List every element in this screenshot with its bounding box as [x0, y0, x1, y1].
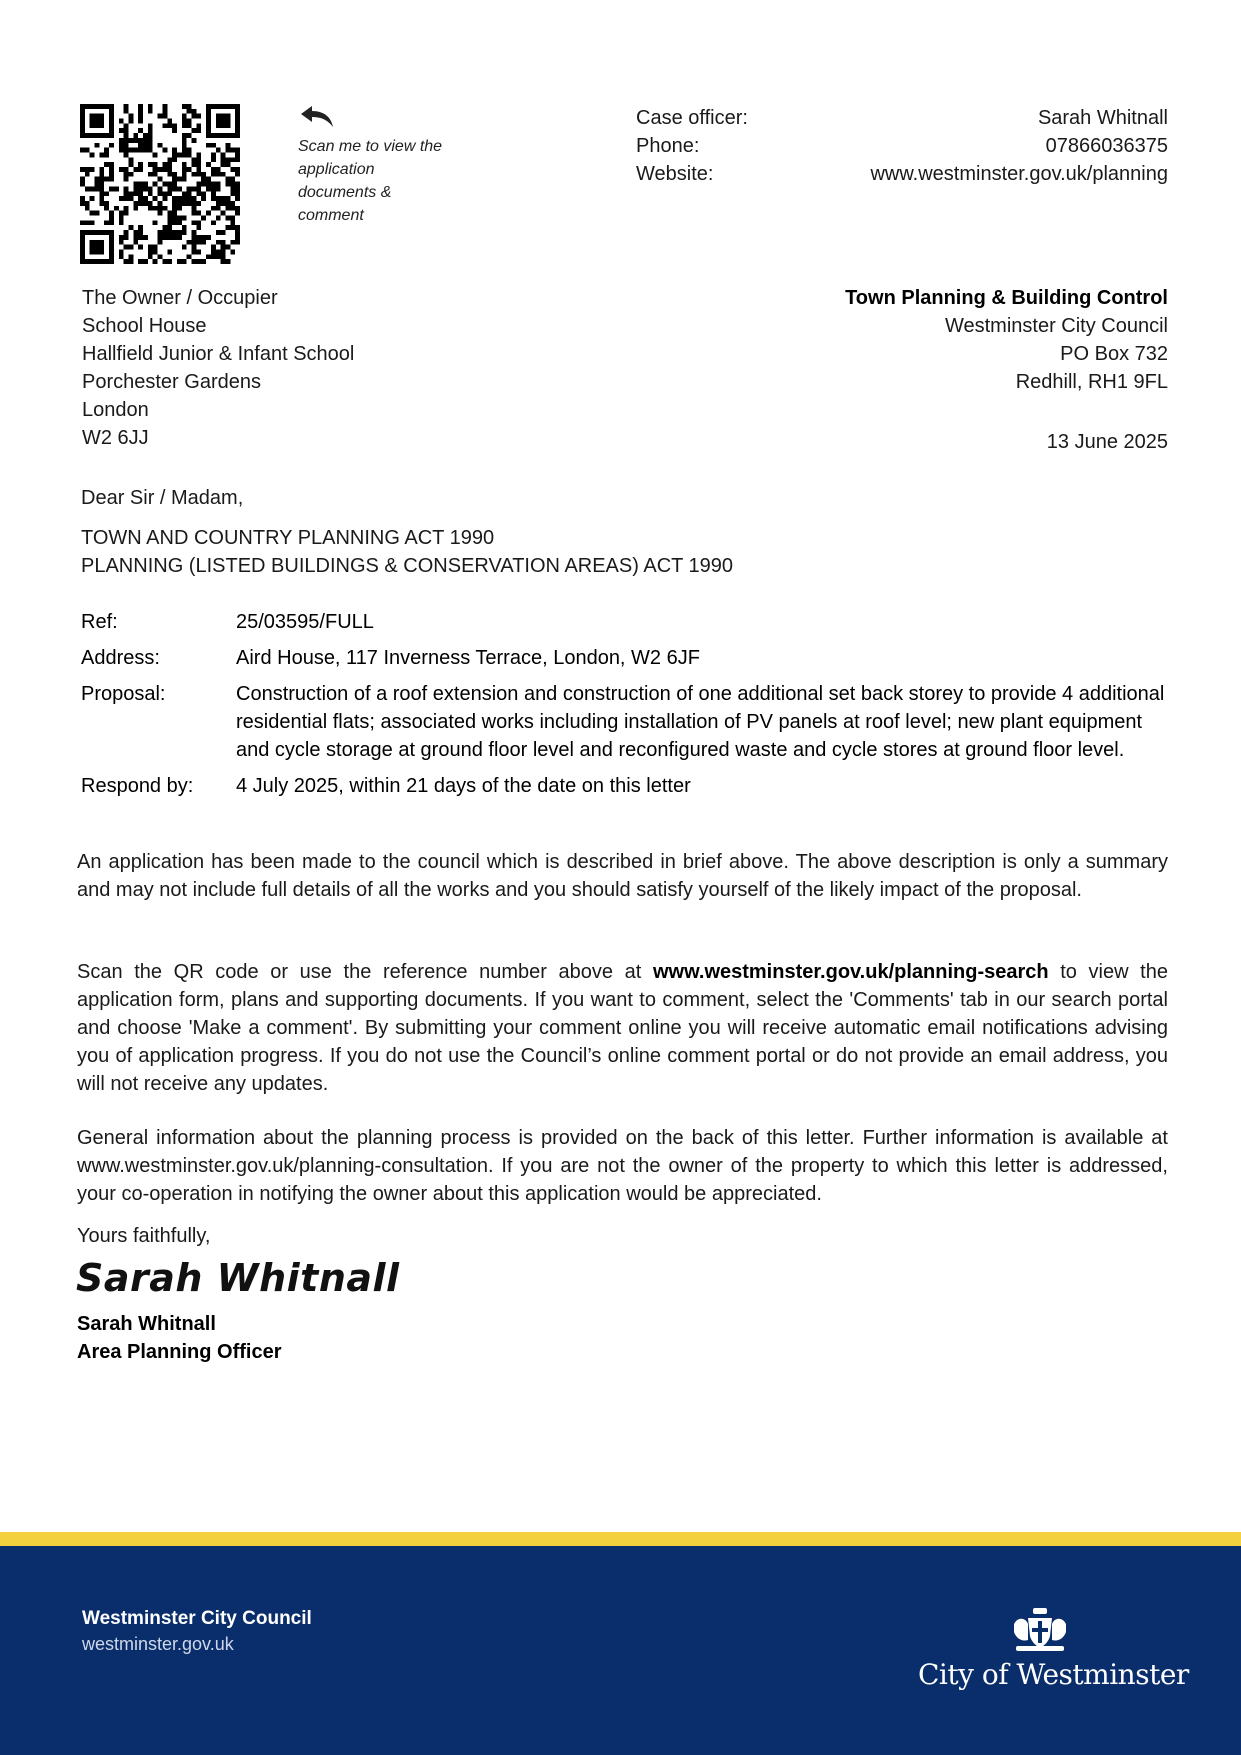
detail-row-proposal — [81, 680, 1169, 764]
signer-name: Sarah Whitnall — [77, 1313, 216, 1335]
paragraph-online — [77, 958, 1168, 1098]
act-line: PLANNING (LISTED BUILDINGS & CONSERVATION AREAS) ACT 1990 — [81, 555, 734, 577]
case-officer-block — [636, 104, 1168, 188]
salutation: Dear Sir / Madam, — [81, 487, 244, 509]
detail-value: Aird House, 117 Inverness Terrace, London, W2 6JF — [236, 647, 700, 669]
acts-heading — [81, 524, 733, 580]
footer-website-link[interactable]: westminster.gov.uk — [82, 1634, 234, 1654]
department-heading: Town Planning & Building Control — [845, 287, 1168, 309]
paragraph-text: Scan the QR code or use the reference number above at — [77, 961, 653, 983]
paragraph-intro: An application has been made to the council which is described in brief above. The above description is only a summary and may not include full details of all the works and you should satisfy yourself of the likely impact of the proposal. — [77, 851, 1168, 901]
handwritten-signature: Sarah Whitnall — [76, 1256, 400, 1300]
address-line: Porchester Gardens — [82, 371, 261, 393]
address-line: School House — [82, 315, 207, 337]
qr-code[interactable] — [80, 104, 240, 264]
council-line: Westminster City Council — [944, 315, 1168, 337]
closing: Yours faithfully, — [77, 1225, 211, 1247]
address-line: Hallfield Junior & Infant School — [82, 343, 355, 365]
address-line: W2 6JJ — [82, 427, 149, 449]
officer-name: Sarah Whitnall — [1037, 107, 1168, 129]
signer-title: Area Planning Officer — [77, 1341, 282, 1363]
detail-label: Ref: — [81, 611, 118, 633]
letter-date: 13 June 2025 — [1046, 431, 1168, 453]
city-of-westminster-wordmark: City of Westminster — [918, 1658, 1189, 1691]
address-line: London — [82, 399, 149, 421]
paragraph-general: General information about the planning process is provided on the back of this letter. Further information is available at www.westminster.gov.uk/planning-consultation. If you are not the owner of the property to which this letter is addressed, your co-operation in notifying the owner about this application would be appreciated. — [77, 1127, 1168, 1205]
detail-value: 4 July 2025, within 21 days of the date on this letter — [236, 775, 691, 797]
detail-label: Proposal: — [81, 683, 166, 705]
footer-stripe — [0, 1532, 1241, 1546]
council-line: PO Box 732 — [1060, 343, 1168, 365]
planning-search-link[interactable]: www.westminster.gov.uk/planning-search — [652, 961, 1049, 983]
detail-label: Respond by: — [81, 775, 194, 797]
recipient-address — [82, 284, 354, 452]
officer-row-website — [636, 160, 1168, 188]
coat-of-arms-icon — [1006, 1606, 1074, 1654]
officer-label: Case officer: — [636, 107, 748, 129]
detail-row-respond-by — [81, 772, 1169, 800]
detail-row-address — [81, 644, 1169, 672]
phone-label: Phone: — [636, 135, 700, 157]
council-line: Redhill, RH1 9FL — [1015, 371, 1168, 393]
website-link[interactable]: www.westminster.gov.uk/planning — [870, 163, 1168, 185]
detail-value: 25/03595/FULL — [236, 611, 374, 633]
phone-value[interactable]: 07866036375 — [1045, 135, 1168, 157]
signer-block — [77, 1310, 282, 1366]
address-line: The Owner / Occupier — [82, 287, 278, 309]
qr-caption: Scan me to view the application documents & comment — [298, 138, 443, 224]
detail-row-ref — [81, 608, 1169, 636]
paragraph-text: to view the application form, plans and supporting documents. If you want to comment, select the 'Comments' tab in our search portal and choose 'Make a comment'. By submitting your comment online you will receive automatic email notifications advising you of application progress. If you do not use the Council’s online comment portal or do not provide an email address, you will not receive any updates. — [77, 961, 1168, 1095]
council-address — [845, 284, 1168, 396]
officer-row-phone — [636, 132, 1168, 160]
officer-row-case — [636, 104, 1168, 132]
application-details — [81, 608, 1169, 808]
website-label: Website: — [636, 163, 714, 185]
detail-label: Address: — [81, 647, 160, 669]
curved-arrow-icon — [300, 104, 334, 128]
detail-value: Construction of a roof extension and construction of one additional set back storey to provide 4 additional residential flats; associated works including installation of PV panels at roof level; new plant equipment and cycle storage at ground floor level and reconfigured waste and cycle stores at ground floor level. — [236, 683, 1165, 761]
act-line: TOWN AND COUNTRY PLANNING ACT 1990 — [81, 527, 495, 549]
footer-council-name: Westminster City Council — [82, 1608, 312, 1629]
